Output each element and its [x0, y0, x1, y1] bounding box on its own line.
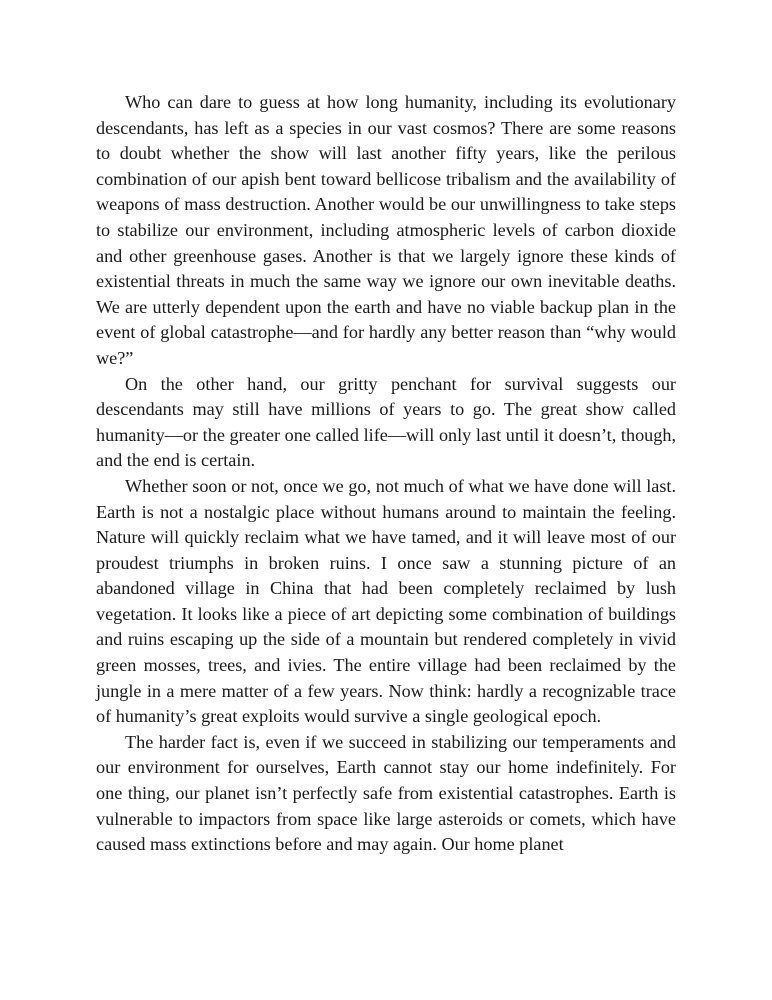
paragraph-4: The harder fact is, even if we succeed in stabilizing our temperaments and our environment for ourselves, Earth cannot stay our home indefinitely. For one thing, our planet isn’t perfectly safe from existential catastrophes. Earth is vulnerable to impactors from space like large asteroids or comets, which have caused mass extinctions before and may again. Our home planet	[96, 731, 676, 855]
paragraph-1: Who can dare to guess at how long humanity, including its evolutionary descendants, has left as a species in our vast cosmos? There are some reasons to doubt whether the show will last another fifty years, like the perilous combination of our apish bent toward bellicose tribalism and the availability of weapons of mass destruction. Another would be our unwillingness to take steps to stabilize our environment, including atmospheric levels of carbon dioxide and other greenhouse gases. Another is that we largely ignore these kinds of existential threats in much the same way we ignore our own inevitable deaths. We are utterly dependent upon the earth and have no viable backup plan in the event of global catastrophe—and for hardly any better reason than “why would we?”	[96, 92, 676, 368]
paragraph-3: Whether soon or not, once we go, not much of what we have done will last. Earth is not a nostalgic place without humans around to maintain the feeling. Nature will quickly reclaim what we have tamed, and it will leave most of our proudest triumphs in broken ruins. I once saw a stunning picture of an abandoned village in China that had been completely reclaimed by lush vegetation. It looks like a piece of art depicting some combination of buildings and ruins escaping up the side of a mountain but rendered completely in vivid green mosses, trees, and ivies. The entire village had been reclaimed by the jungle in a mere matter of a few years. Now think: hardly a recognizable trace of humanity’s great exploits would survive a single geological epoch.	[96, 475, 676, 727]
book-page-body	[96, 90, 676, 858]
paragraph-2: On the other hand, our gritty penchant for survival suggests our descendants may still have millions of years to go. The great show called humanity—or the greater one called life—will only last until it doesn’t, though, and the end is certain.	[96, 373, 676, 471]
